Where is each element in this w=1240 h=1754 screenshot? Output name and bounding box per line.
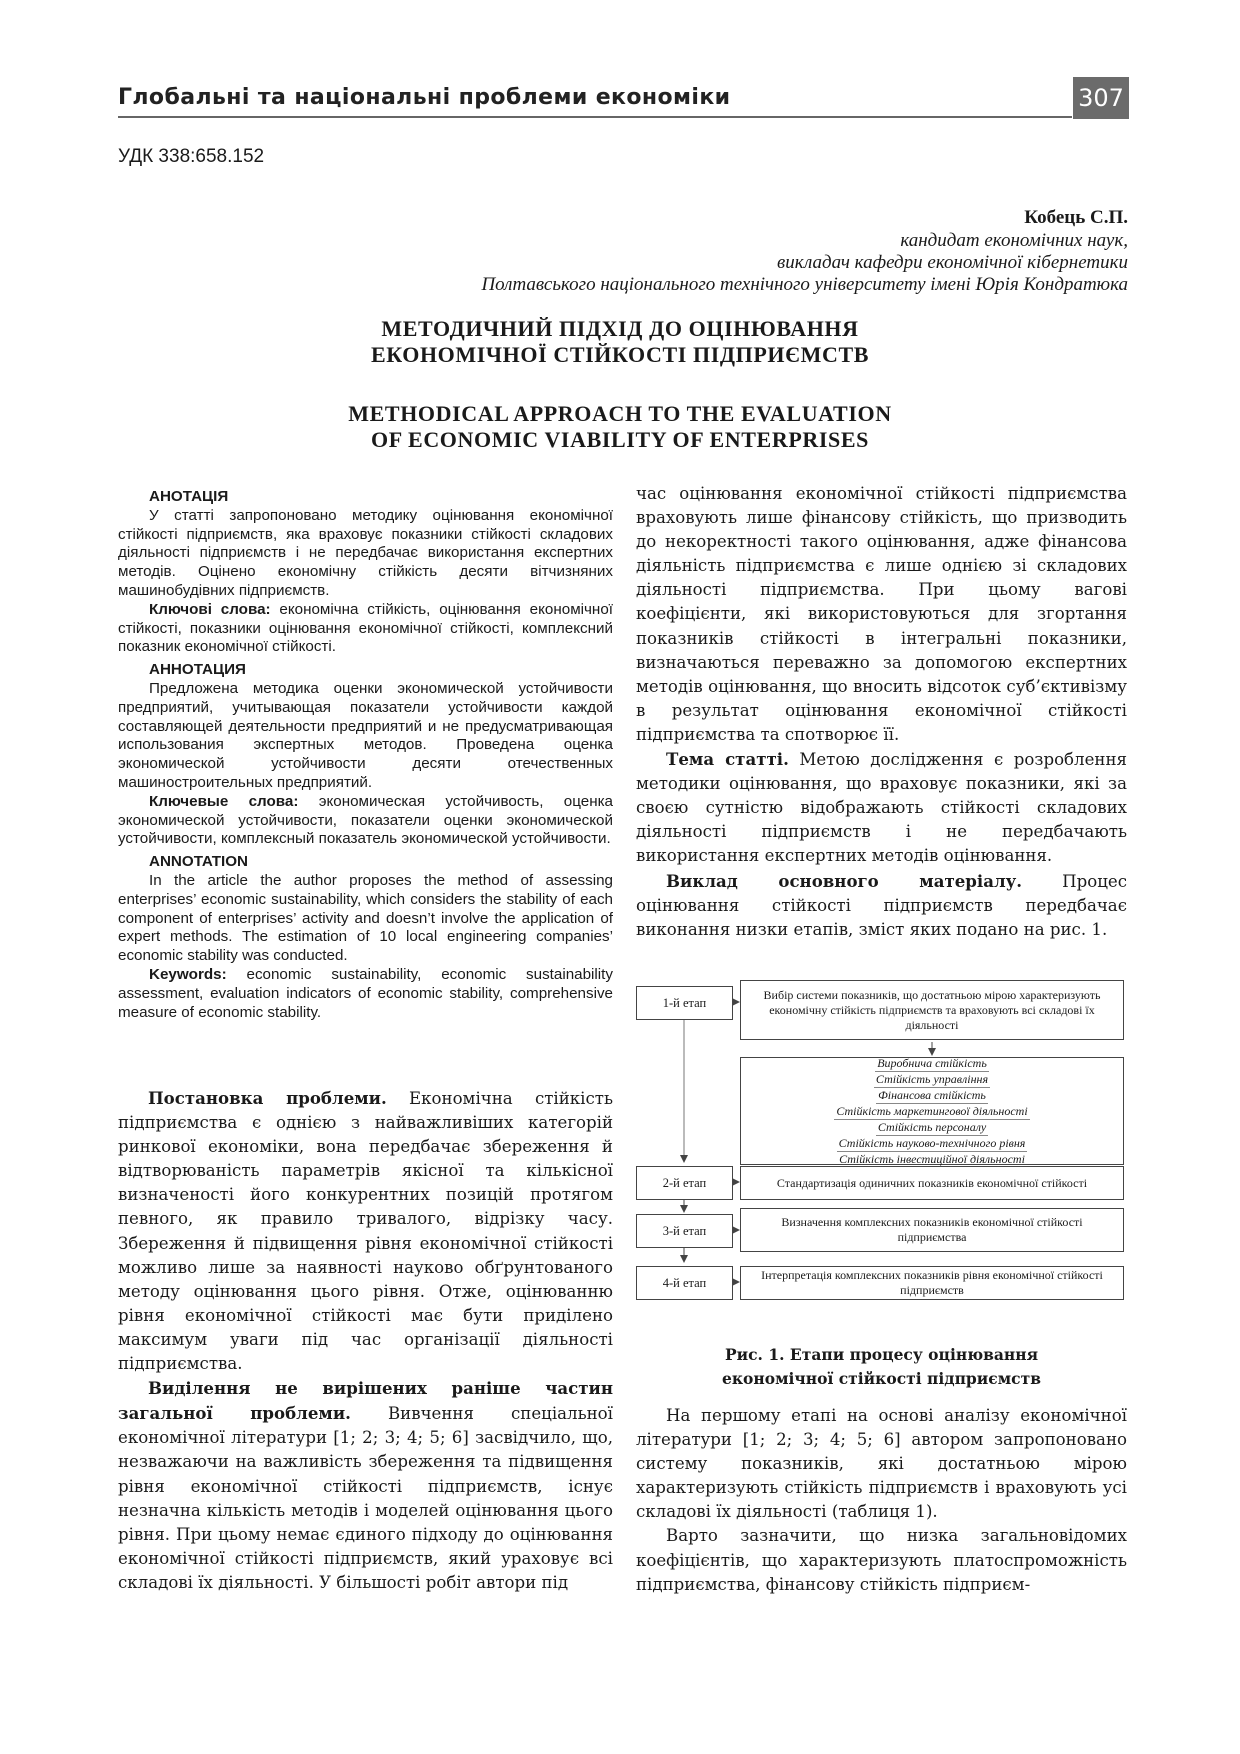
figure-caption <box>636 1343 1127 1391</box>
title-ua-line2: ЕКОНОМІЧНОЇ СТІЙКОСТІ ПІДПРИЄМСТВ <box>370 342 869 367</box>
abstract-ru-heading: АННОТАЦИЯ <box>149 661 246 679</box>
right-column-body-bottom <box>636 1404 1127 1597</box>
left-column-body <box>118 1086 613 1595</box>
component-item: Стійкість управління <box>875 1071 989 1086</box>
author-position: викладач кафедри економічної кібернетики <box>776 252 1128 273</box>
abstract-ua-heading: АНОТАЦІЯ <box>149 488 229 505</box>
title-ua-line1: МЕТОДИЧНИЙ ПІДХІД ДО ОЦІНЮВАННЯ <box>381 316 859 341</box>
components-list <box>740 1057 1124 1165</box>
paragraph-unsolved <box>118 1376 613 1595</box>
component-item: Стійкість інвестиційної діяльності <box>839 1151 1025 1166</box>
paragraph-problem <box>118 1086 613 1376</box>
keywords-ru <box>118 793 613 849</box>
stage-2-label: 2-й етап <box>636 1166 733 1200</box>
figure-caption-line1: Рис. 1. Етапи процесу оцінювання <box>724 1345 1039 1364</box>
paragraph-main <box>636 869 1127 942</box>
stage-1-box: Вибір системи показників, що достатньою мірою характеризують економічну стійкість підприємств та враховують всі складові їх діяльності <box>740 980 1124 1040</box>
keywords-ua-text: економічна стійкість, оцінювання економічної стійкості, показники оцінювання економічної стійкості, комплексний показник економічної стійкості. <box>118 600 613 656</box>
stage-4-label: 4-й етап <box>636 1266 733 1300</box>
page-number: 307 <box>1073 77 1129 119</box>
keywords-ua-label: Ключові слова: <box>149 600 271 618</box>
paragraph-unsolved-text: Вивчення спеціальної економічної літератури [1; 2; 3; 4; 5; 6] засвідчило, що, незважаючи на важливість збереження та підвищення рівня економічної стійкості підприємств, існує незначна кількість методів і моделей оцінювання цього рівня. При цьому немає єдиного підходу до оцінювання економічної стійкості підприємств, який ураховує всі складові їх діяльності. У більшості робіт автори під <box>118 1404 613 1592</box>
journal-title: Глобальні та національні проблеми економіки <box>118 85 731 110</box>
abstract-en-text: In the article the author proposes the method of assessing enterprises’ economic sustainability, which considers the stability of each component of enterprises’ activity and doesn’t involve the application of expert methods. The estimation of 10 local engineering companies’ economic stability was conducted. <box>118 871 613 965</box>
author-degree: кандидат економічних наук, <box>900 230 1128 251</box>
keywords-en <box>118 966 613 1022</box>
paragraph-topic-text: Метою дослідження є розроблення методики оцінювання, що враховує показники, які за своєю сутністю відображають стійкості складових діяльності підприємств і не передбачають використання експертних методів оцінювання. <box>636 750 1127 866</box>
paragraph-problem-text: Економічна стійкість підприємства є однією з найважливіших категорій ринкової економіки, вона передбачає збереження й відтворюваність параметрів якісної та кількісної визначеності його конкурентних позицій протягом певного, як правило тривалого, відрізку часу. Збереження й підвищення рівня економічної стійкості можливо лише за наявності науково обґрунтованого методу оцінювання цього рівня. Отже, оцінюванню рівня економічної стійкості має бути приділено максимум уваги під час організації діяльності підприємства. <box>118 1089 613 1374</box>
stage-3-box: Визначення комплексних показників економічної стійкості підприємства <box>740 1208 1124 1252</box>
author-name: Кобець С.П. <box>1024 207 1128 228</box>
component-item: Стійкість науково-технічного рівня <box>838 1135 1026 1150</box>
header-rule <box>118 116 1072 118</box>
paragraph-note: Варто зазначити, що низка загальновідомих коефіцієнтів, що характеризують платоспроможність підприємства, фінансову стійкість підприєм- <box>636 1526 1127 1594</box>
paragraph-problem-lead: Постановка проблеми. <box>148 1088 387 1108</box>
right-column-body-top <box>636 482 1127 942</box>
stage-2-box: Стандартизація одиничних показників економічної стійкості <box>740 1166 1124 1200</box>
abstracts-block <box>118 484 613 1022</box>
abstract-ua-text: У статті запропоновано методику оцінювання економічної стійкості підприємств, яка враховує показники стійкості складових діяльності підприємств і не передбачає використання експертних методів. Оцінено економічну стійкість десяти вітчизняних машинобудівних підприємств. <box>118 506 613 599</box>
title-en-line1: METHODICAL APPROACH TO THE EVALUATION <box>348 401 892 426</box>
paragraph-unsolved-lead: Виділення не вирішених раніше частин загальної проблеми. <box>118 1378 613 1424</box>
stage-1-label: 1-й етап <box>636 986 733 1020</box>
component-item: Виробнича стійкість <box>877 1055 987 1070</box>
udc-code: УДК 338:658.152 <box>118 146 265 167</box>
keywords-ru-label: Ключевые слова: <box>149 792 299 810</box>
figure-1-diagram <box>636 980 1127 1340</box>
component-item: Стійкість персоналу <box>877 1119 987 1134</box>
keywords-ru-text: экономическая устойчивость, оценка экономической устойчивости, показатели оценки экономической устойчивости, комплексный показатель экономической устойчивости. <box>118 792 614 848</box>
paragraph-topic <box>636 747 1127 868</box>
paragraph-main-lead: Виклад основного матеріалу. <box>666 870 1023 891</box>
paragraph-first-stage: На першому етапі на основі аналізу економічної літератури [1; 2; 3; 4; 5; 6] автором запропоновано систему показників, які достатньою мірою характеризують стійкість підприємств і враховують усі складові їх діяльності (таблиця 1). <box>636 1406 1127 1522</box>
paragraph-main-text: Процес оцінювання стійкості підприємств передбачає виконання низки етапів, зміст яких подано на рис. 1. <box>636 871 1127 939</box>
paragraph-topic-lead: Тема статті. <box>666 749 789 770</box>
component-item: Стійкість маркетингової діяльності <box>836 1103 1028 1118</box>
stage-3-label: 3-й етап <box>636 1214 733 1248</box>
author-affiliation: Полтавського національного технічного університету імені Юрія Кондратюка <box>481 274 1128 295</box>
keywords-en-text: economic sustainability, economic sustainability assessment, evaluation indicators of economic stability, comprehensive measure of economic stability. <box>118 965 613 1021</box>
figure-caption-line2: економічної стійкості підприємств <box>722 1369 1041 1388</box>
keywords-en-label: Keywords: <box>149 965 227 983</box>
title-en-line2: OF ECONOMIC VIABILITY OF ENTERPRISES <box>371 427 869 452</box>
abstract-ru-text: Предложена методика оценки экономической устойчивости предприятий, учитывающая показатели устойчивости каждой составляющей деятельности предприятий и не предусматривающая использования экспертных методов. Проведена оценка экономической устойчивости десяти отечественных машиностроительных предприятий. <box>118 679 613 791</box>
paragraph-continued: час оцінювання економічної стійкості підприємства враховують лише фінансову стійкість, що призводить до некоректності такого оцінювання, адже фінансова діяльність підприємства є лише однією зі складових діяльності підприємства. При цьому вагові коефіцієнти, які використовуються для згортання показників стійкості в інтегральні показники, визначаються переважно за допомогою експертних методів оцінювання, що вносить відсоток суб’єктивізму в результат оцінювання економічної стійкості підприємства та спотворює її. <box>636 484 1127 744</box>
component-item: Фінансова стійкість <box>878 1087 986 1102</box>
stage-4-box: Інтерпретація комплексних показників рівня економічної стійкості підприємств <box>740 1266 1124 1300</box>
keywords-ua <box>118 601 613 657</box>
abstract-en-heading: ANNOTATION <box>149 853 248 871</box>
